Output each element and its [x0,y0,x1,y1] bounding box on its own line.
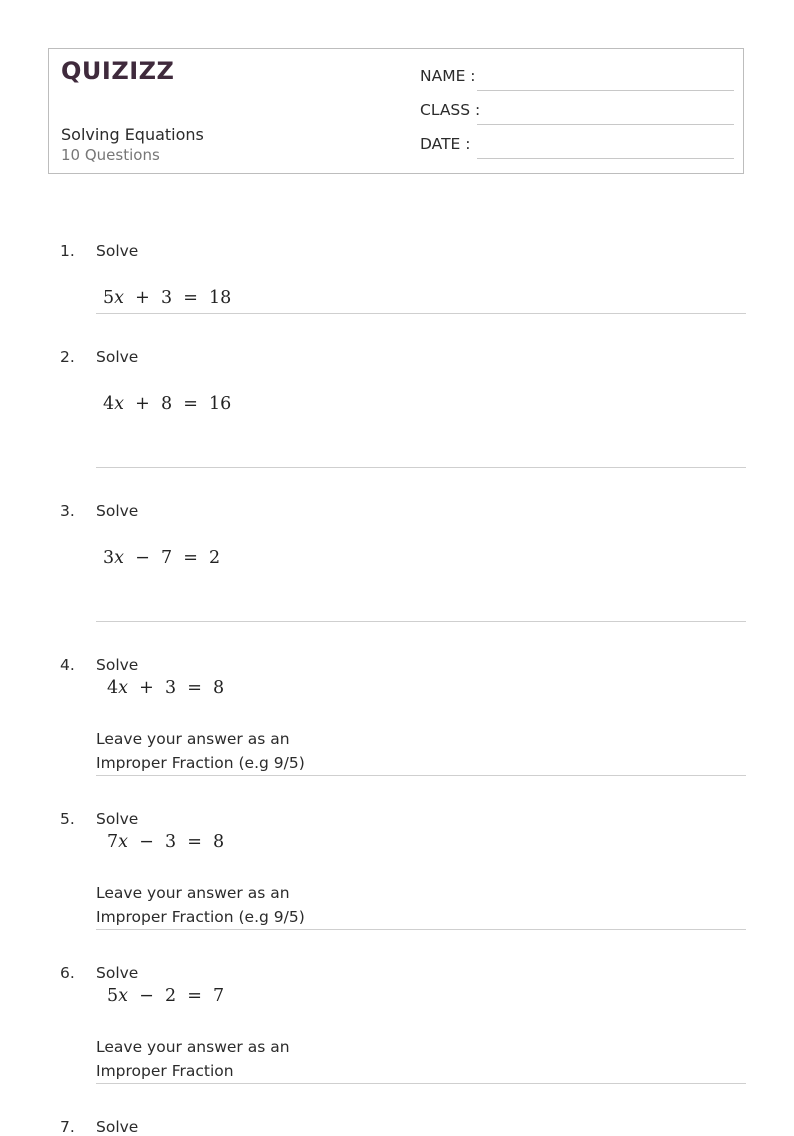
worksheet-title: Solving Equations [61,125,204,144]
answer-line [96,621,746,622]
question-number: 6. [60,964,75,982]
eq-variable: x [114,548,125,568]
worksheet-header [48,48,744,174]
equation: 4x + 3 = 8 [107,678,225,698]
equation: 3x − 7 = 2 [103,548,221,568]
question-number: 1. [60,242,75,260]
instruction-line-2: Improper Fraction (e.g 9/5) [96,908,305,926]
eq-rhs: 2 [209,548,221,568]
eq-rhs: 8 [213,832,225,852]
question-number: 5. [60,810,75,828]
eq-variable: x [118,678,129,698]
answer-line [96,467,746,468]
eq-operator: + [135,288,150,308]
class-label: CLASS : [420,101,481,119]
instruction-line-1: Leave your answer as an [96,730,290,748]
eq-constant: 2 [164,986,177,1006]
answer-line [96,929,746,930]
eq-constant: 7 [160,548,173,568]
eq-constant: 3 [164,678,177,698]
eq-constant: 8 [160,394,173,414]
question-text: Solve [96,502,139,520]
eq-rhs: 7 [213,986,225,1006]
eq-variable: x [114,288,125,308]
question-number: 7. [60,1118,75,1136]
answer-line [96,775,746,776]
quizizz-logo: QUIZIZZ [61,57,175,85]
eq-rhs: 18 [209,288,232,308]
name-line [477,90,734,91]
question-text: Solve [96,964,139,982]
instruction-line-1: Leave your answer as an [96,1038,290,1056]
name-field [420,67,734,91]
equation: 5x − 2 = 7 [107,986,225,1006]
date-label: DATE : [420,135,471,153]
eq-constant: 3 [160,288,173,308]
question-count: 10 Questions [61,146,160,164]
equation: 4x + 8 = 16 [103,394,232,414]
instruction-line-2: Improper Fraction (e.g 9/5) [96,754,305,772]
eq-operator: + [135,394,150,414]
question-instruction [96,1035,290,1083]
eq-coefficient: 5 [107,986,119,1006]
eq-variable: x [118,986,129,1006]
eq-coefficient: 7 [107,832,119,852]
eq-rhs: 8 [213,678,225,698]
question-text: Solve [96,656,139,674]
question-text: Solve [96,1118,139,1136]
eq-coefficient: 5 [103,288,115,308]
answer-line [96,1083,746,1084]
equation: 7x − 3 = 8 [107,832,225,852]
question-text: Solve [96,810,139,828]
class-field [420,101,734,125]
question-instruction [96,881,305,929]
eq-constant: 3 [164,832,177,852]
eq-coefficient: 3 [103,548,115,568]
question-instruction [96,727,305,775]
eq-coefficient: 4 [107,678,119,698]
class-line [477,124,734,125]
eq-operator: + [139,678,154,698]
eq-variable: x [114,394,125,414]
date-field [420,135,734,159]
eq-operator: − [135,548,150,568]
eq-variable: x [118,832,129,852]
equation: 5x + 3 = 18 [103,288,232,308]
question-text: Solve [96,242,139,260]
eq-operator: − [139,832,154,852]
name-label: NAME : [420,67,476,85]
question-number: 3. [60,502,75,520]
answer-line [96,313,746,314]
instruction-line-2: Improper Fraction [96,1062,234,1080]
eq-coefficient: 4 [103,394,115,414]
date-line [477,158,734,159]
question-text: Solve [96,348,139,366]
eq-rhs: 16 [209,394,232,414]
question-number: 2. [60,348,75,366]
question-number: 4. [60,656,75,674]
instruction-line-1: Leave your answer as an [96,884,290,902]
eq-operator: − [139,986,154,1006]
